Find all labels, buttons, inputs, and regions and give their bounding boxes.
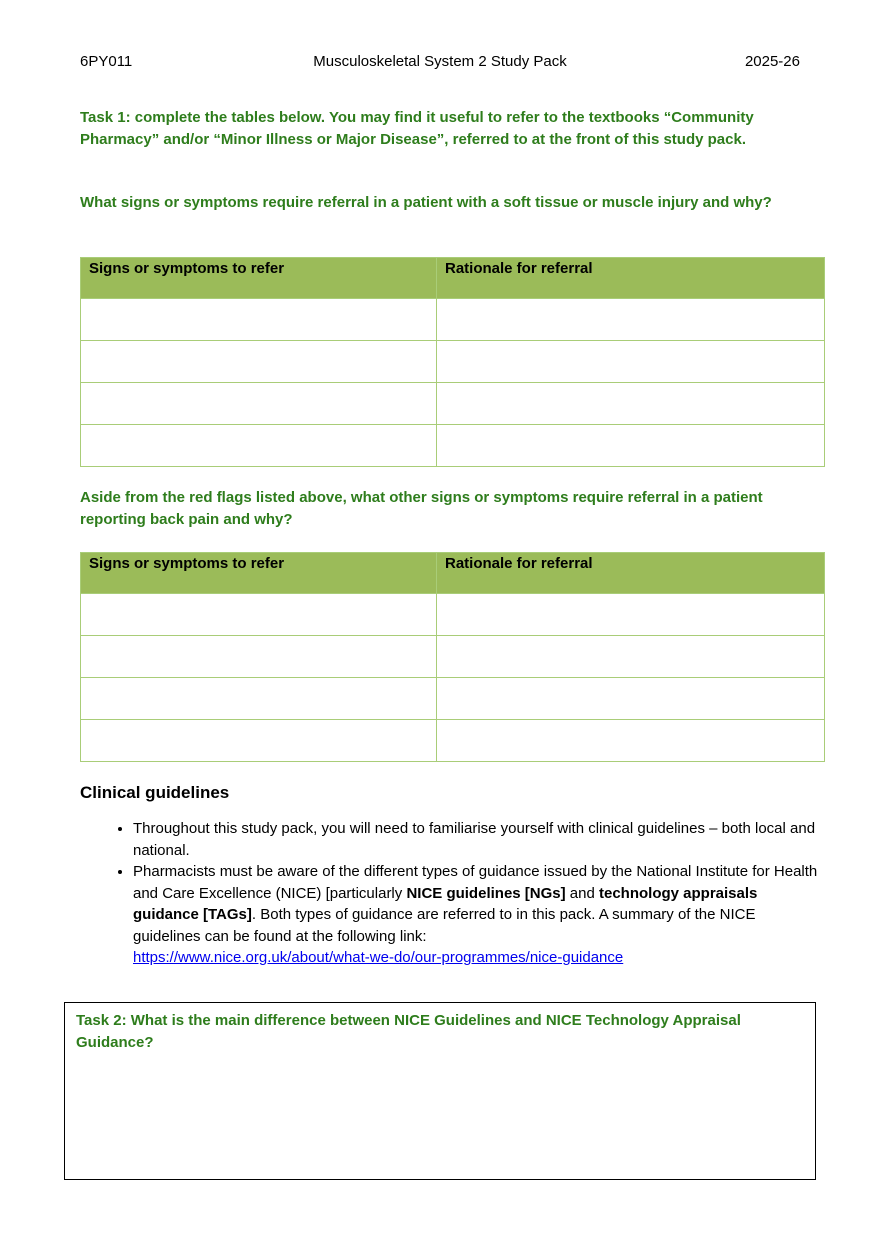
list-item: • Throughout this study pack, you will need to familiarise yourself with clinical guidelines – both local and national. — [133, 818, 820, 861]
answer-cell-rationale[interactable] — [437, 425, 825, 467]
answer-cell-signs[interactable] — [81, 720, 437, 762]
answer-cell-rationale[interactable] — [437, 299, 825, 341]
back-pain-referral-table — [80, 552, 825, 762]
bold-term-tags: technology appraisals guidance [TAGs] — [133, 884, 758, 923]
table-header-row — [81, 258, 825, 299]
table-row — [81, 383, 825, 425]
answer-cell-rationale[interactable] — [437, 341, 825, 383]
answer-cell-signs[interactable] — [81, 678, 437, 720]
col-header-signs: Signs or symptoms to refer — [81, 258, 437, 299]
table-header-row — [81, 553, 825, 594]
answer-cell-signs[interactable] — [81, 341, 437, 383]
question-soft-tissue-referral: What signs or symptoms require referral in a patient with a soft tissue or muscle injury and why? — [80, 194, 772, 211]
question-back-pain-referral: Aside from the red flags listed above, what other signs or symptoms require referral in a patient reporting back pain and why? — [80, 489, 763, 528]
academic-year: 2025-26 — [744, 53, 800, 70]
course-code: 6PY011 — [80, 53, 133, 70]
answer-cell-signs[interactable] — [81, 425, 437, 467]
answer-cell-rationale[interactable] — [437, 594, 825, 636]
table-row — [81, 636, 825, 678]
list-item — [133, 861, 820, 969]
answer-cell-rationale[interactable] — [437, 678, 825, 720]
bullet-text: . Both types of guidance are referred to in this pack. A summary of the NICE guidelines can be found at the following link: — [133, 906, 756, 945]
task1-instruction: Task 1: complete the tables below. You may find it useful to refer to the textbooks “Community Pharmacy” and/or “Minor Illness or Major Disease”, referred to at the front of this study pack. — [80, 109, 754, 148]
clinical-guidelines-heading: Clinical guidelines — [80, 783, 230, 802]
answer-cell-signs[interactable] — [81, 594, 437, 636]
table-row — [81, 341, 825, 383]
bullet-text: and — [565, 884, 599, 902]
col-header-signs: Signs or symptoms to refer — [81, 553, 437, 594]
table-row — [81, 594, 825, 636]
page-header — [80, 53, 800, 73]
table-row — [81, 425, 825, 467]
nice-guidance-link[interactable]: https://www.nice.org.uk/about/what-we-do/our-programmes/nice-guidance — [133, 949, 624, 966]
table-row — [81, 720, 825, 762]
table-row — [81, 299, 825, 341]
task2-answer-box[interactable] — [64, 1002, 816, 1180]
bullet-text: Pharmacists must be aware of the different types of guidance issued by the National Institute for Health and Care Excellence (NICE) [particularly — [133, 863, 818, 902]
soft-tissue-referral-table — [80, 257, 825, 467]
answer-cell-signs[interactable] — [81, 299, 437, 341]
document-title: Musculoskeletal System 2 Study Pack — [313, 53, 567, 70]
answer-cell-rationale[interactable] — [437, 383, 825, 425]
answer-cell-rationale[interactable] — [437, 720, 825, 762]
answer-cell-signs[interactable] — [81, 383, 437, 425]
bold-term-ngs: NICE guidelines [NGs] — [406, 884, 566, 902]
clinical-guidelines-list — [80, 818, 820, 969]
task2-question: Task 2: What is the main difference between NICE Guidelines and NICE Technology Appraisal Guidance? — [76, 1012, 741, 1051]
col-header-rationale: Rationale for referral — [437, 553, 825, 594]
answer-cell-signs[interactable] — [81, 636, 437, 678]
table-row — [81, 678, 825, 720]
answer-cell-rationale[interactable] — [437, 636, 825, 678]
col-header-rationale: Rationale for referral — [437, 258, 825, 299]
